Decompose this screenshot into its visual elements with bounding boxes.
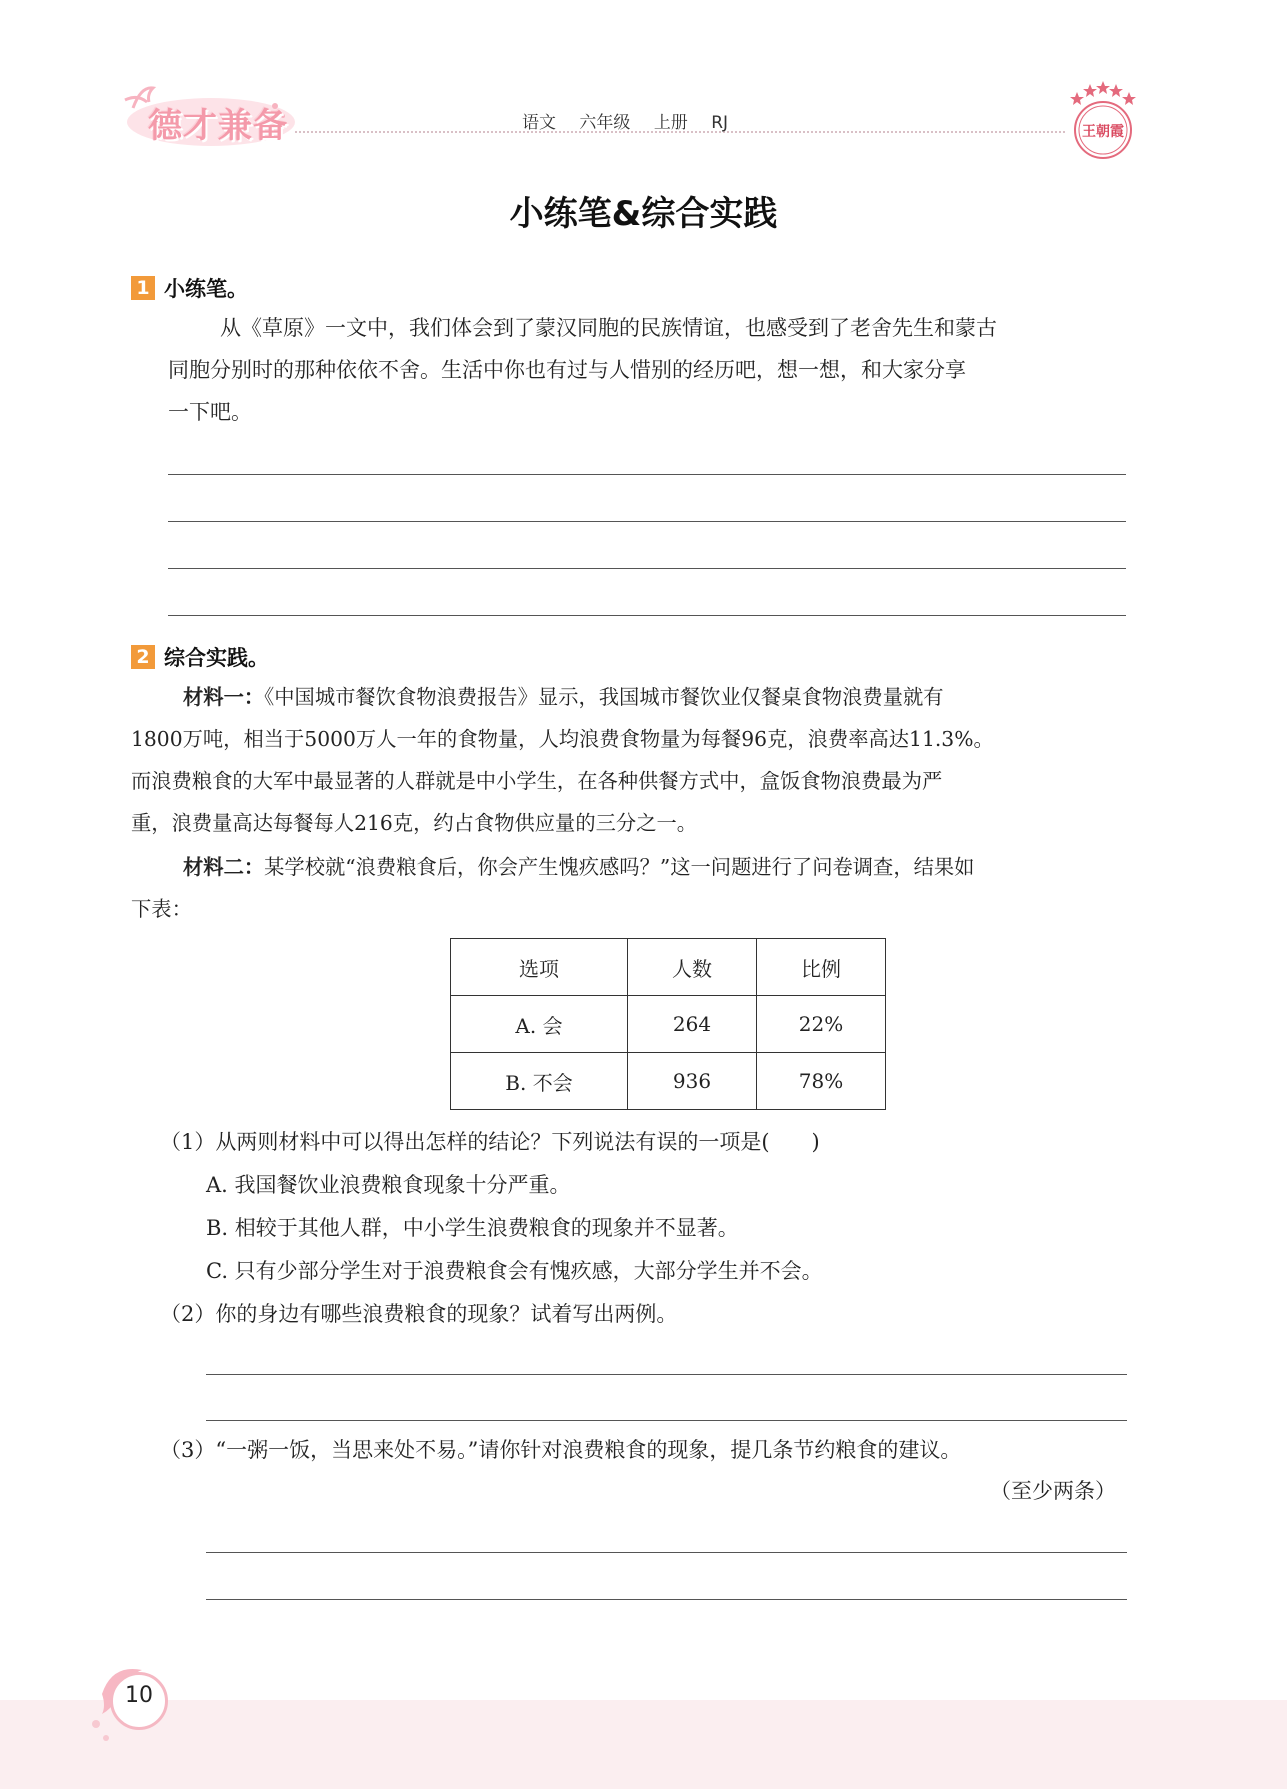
section1-line: 一下吧。 xyxy=(168,400,252,424)
seal-text: 王朝霞 xyxy=(1082,124,1124,140)
header-grade: 六年级 xyxy=(579,113,631,133)
brand-logo-text: 德才兼备 xyxy=(148,106,288,146)
footer-band xyxy=(0,1700,1287,1789)
table-row xyxy=(451,1053,886,1110)
material1-label: 材料一： xyxy=(183,685,265,709)
option-b[interactable]: B. 相较于其他人群，中小学生浪费粮食的现象并不显著。 xyxy=(206,1216,739,1240)
material2-label: 材料二： xyxy=(183,855,265,879)
table-cell: 264 xyxy=(628,996,757,1053)
table-cell: 78% xyxy=(757,1053,886,1110)
section1-title: 小练笔。 xyxy=(164,277,248,301)
author-seal-icon xyxy=(1062,78,1144,162)
page-number: 10 xyxy=(125,1683,153,1708)
answer-line[interactable] xyxy=(168,615,1126,616)
answer-line[interactable] xyxy=(168,521,1126,522)
section1-line: 从《草原》一文中，我们体会到了蒙汉同胞的民族情谊，也感受到了老舍先生和蒙古 xyxy=(220,316,997,340)
header-subject: 语文 xyxy=(522,113,556,133)
material2-line: 某学校就“浪费粮食后，你会产生愧疚感吗？”这一问题进行了问卷调查，结果如 xyxy=(264,855,975,879)
table-header-row xyxy=(451,939,886,996)
answer-line[interactable] xyxy=(168,568,1126,569)
option-c[interactable]: C. 只有少部分学生对于浪费粮食会有愧疚感，大部分学生并不会。 xyxy=(206,1259,823,1283)
section1-heading xyxy=(131,273,248,303)
answer-line[interactable] xyxy=(168,474,1126,475)
question-3-note: （至少两条） xyxy=(990,1479,1116,1503)
table-header-cell: 选项 xyxy=(451,939,628,996)
table-header-cell: 人数 xyxy=(628,939,757,996)
material2-line: 下表： xyxy=(131,897,192,921)
option-a[interactable]: A. 我国餐饮业浪费粮食现象十分严重。 xyxy=(206,1173,571,1197)
table-row xyxy=(451,996,886,1053)
header-meta xyxy=(522,108,746,133)
table-cell: B. 不会 xyxy=(451,1053,628,1110)
answer-line[interactable] xyxy=(206,1552,1127,1553)
question-2: （2）你的身边有哪些浪费粮食的现象？试着写出两例。 xyxy=(160,1302,678,1326)
question-3: （3）“一粥一饭，当思来处不易。”请你针对浪费粮食的现象，提几条节约粮食的建议。 xyxy=(160,1438,962,1462)
header-edition: RJ xyxy=(711,113,729,133)
table-cell: 936 xyxy=(628,1053,757,1110)
material1 xyxy=(131,676,1131,844)
answer-line[interactable] xyxy=(206,1599,1127,1600)
section2-title: 综合实践。 xyxy=(164,646,269,670)
material1-line: 《中国城市餐饮食物浪费报告》显示，我国城市餐饮业仅餐桌食物浪费量就有 xyxy=(264,685,944,709)
answer-line[interactable] xyxy=(206,1374,1127,1375)
table-cell: 22% xyxy=(757,996,886,1053)
material1-line: 重，浪费量高达每餐每人216克，约占食物供应量的三分之一。 xyxy=(131,811,698,835)
table-cell: A. 会 xyxy=(451,996,628,1053)
page-title: 小练笔&综合实践 xyxy=(509,194,778,234)
section2-number: 2 xyxy=(131,645,155,669)
section1-line: 同胞分别时的那种依依不舍。生活中你也有过与人惜别的经历吧，想一想，和大家分享 xyxy=(168,358,966,382)
section2-heading xyxy=(131,642,269,672)
material1-line: 1800万吨，相当于5000万人一年的食物量，人均浪费食物量为每餐96克，浪费率高达11.3%。 xyxy=(131,727,994,751)
header-volume: 上册 xyxy=(653,113,688,133)
table-header-cell: 比例 xyxy=(757,939,886,996)
section1-prompt xyxy=(168,307,1128,433)
section1-number: 1 xyxy=(131,276,155,300)
survey-table xyxy=(450,938,886,1110)
material2 xyxy=(131,846,1131,930)
question-1: （1）从两则材料中可以得出怎样的结论？下列说法有误的一项是( ) xyxy=(160,1130,820,1154)
material1-line: 而浪费粮食的大军中最显著的人群就是中小学生，在各种供餐方式中，盒饭食物浪费最为严 xyxy=(131,769,943,793)
answer-line[interactable] xyxy=(206,1420,1127,1421)
